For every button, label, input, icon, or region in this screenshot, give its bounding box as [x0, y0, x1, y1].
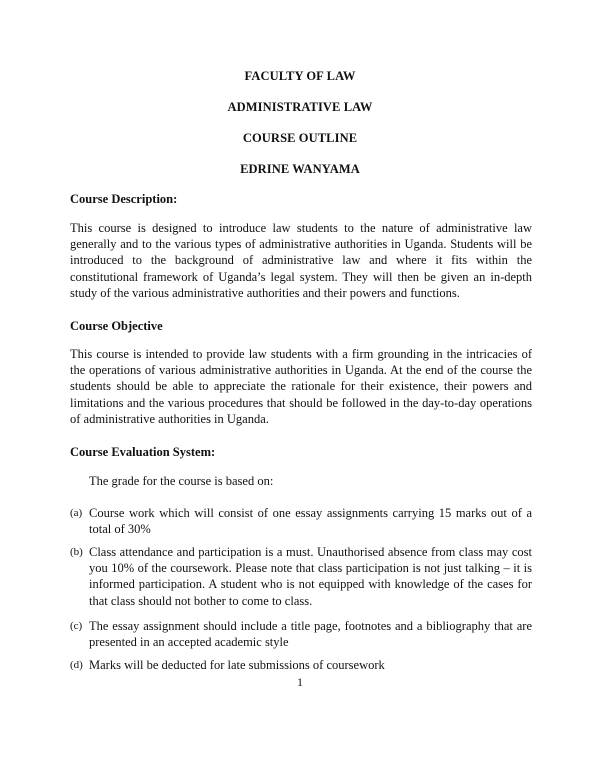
evaluation-item-a [70, 505, 532, 537]
course-objective-heading: Course Objective [70, 319, 163, 333]
list-item-text: The essay assignment should include a title page, footnotes and a bibliography that are presented in an accepted academic style [89, 619, 532, 650]
list-item-text: Class attendance and participation is a must. Unauthorised absence from class may cost you 10% of the coursework. Please note that class participation is not just talking – it is informed participation. A student who is not equipped with knowledge of the cases for that class should not bother to come to class. [89, 545, 532, 608]
course-title: ADMINISTRATIVE LAW [227, 100, 373, 114]
course-evaluation-heading: Course Evaluation System: [70, 445, 216, 459]
list-marker: (a) [70, 507, 83, 519]
list-marker: (d) [70, 659, 83, 671]
course-description-heading: Course Description: [70, 192, 178, 206]
list-marker: (b) [70, 546, 83, 558]
evaluation-item-c [70, 618, 532, 650]
evaluation-intro: The grade for the course is based on: [89, 474, 274, 488]
evaluation-item-b [70, 544, 532, 609]
course-objective-paragraph: This course is intended to provide law students with a firm grounding in the intricacies of the operations of various administrative authorities in Uganda. At the end of the course the students should be able to appreciate the rationale for their existence, their powers and limitations and the various procedures that should be followed in the day-to-day operations of administrative authorities in Uganda. [70, 347, 532, 426]
list-item-text: Marks will be deducted for late submissions of coursework [89, 658, 385, 672]
document-type-title: COURSE OUTLINE [242, 131, 358, 145]
page-number: 1 [297, 675, 303, 689]
evaluation-item-d [70, 657, 532, 673]
list-marker: (c) [70, 620, 83, 632]
author-name: EDRINE WANYAMA [240, 162, 360, 176]
faculty-title: FACULTY OF LAW [244, 69, 356, 83]
list-item-text: Course work which will consist of one essay assignments carrying 15 marks out of a total of 30% [89, 506, 532, 537]
course-description-paragraph: This course is designed to introduce law students to the nature of administrative law generally and to the various types of administrative authorities in Uganda. Students will be introduced to the background of administrative law and where it fits within the constitutional framework of Uganda’s legal system. They will then be given an in-depth study of the various administrative authorities and their powers and functions. [70, 221, 532, 300]
